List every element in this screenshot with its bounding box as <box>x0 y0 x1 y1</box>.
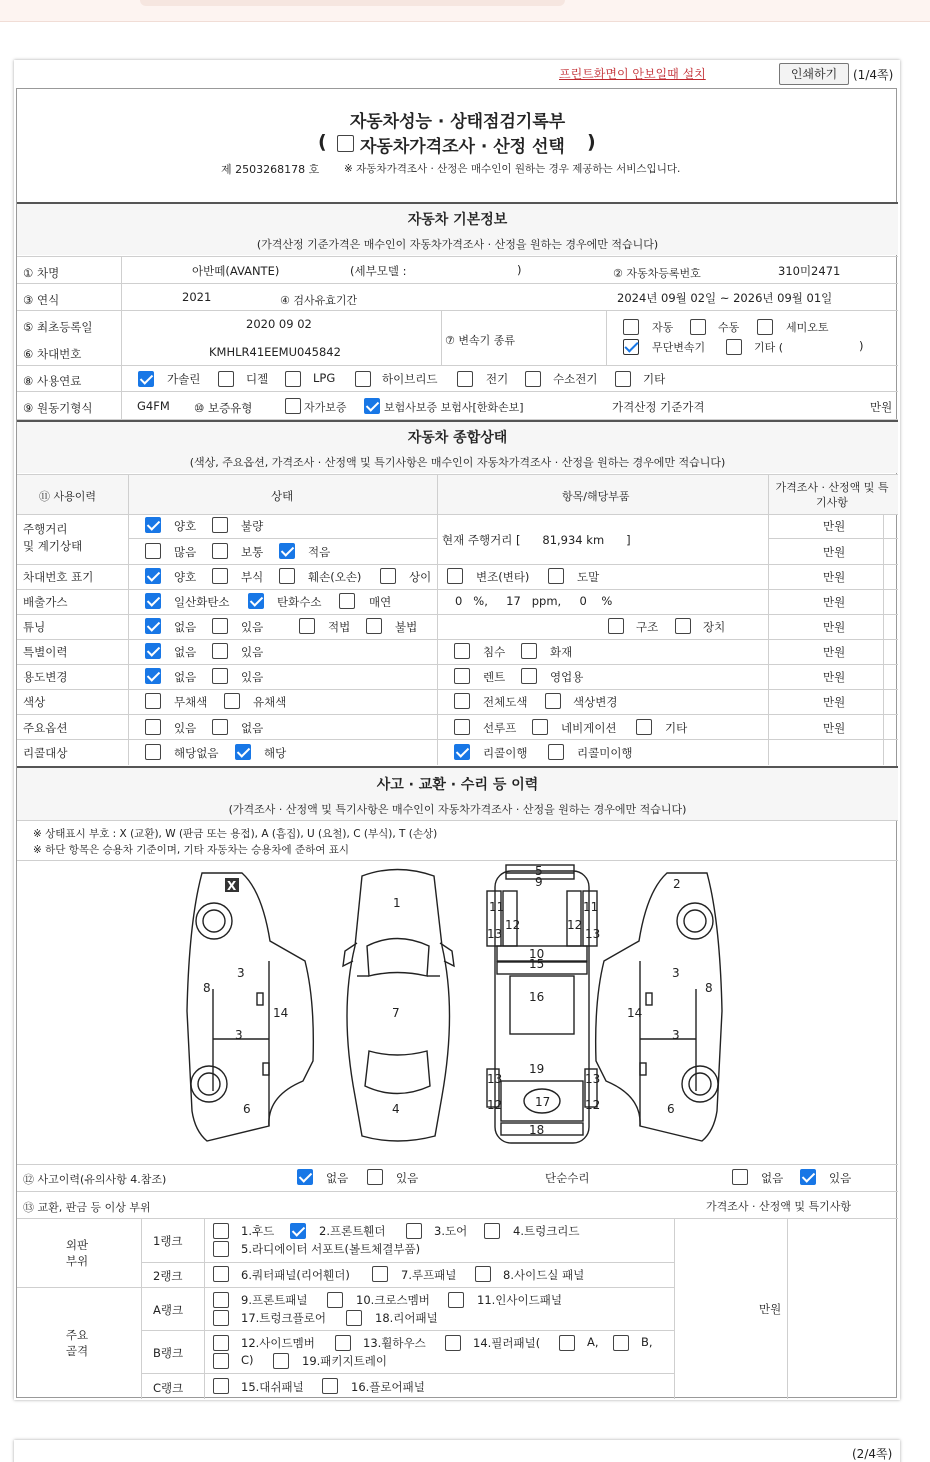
basic-heading: 자동차 기본정보 <box>407 212 508 228</box>
mark-8: 8 <box>203 981 211 995</box>
fuel-diesel-checkbox[interactable] <box>218 371 234 387</box>
part-16-checkbox[interactable] <box>322 1378 338 1394</box>
sunroof-checkbox[interactable] <box>454 719 470 735</box>
mark-11: 11 <box>489 900 505 914</box>
accident-heading: 사고 · 교환 · 수리 등 이력 <box>376 777 539 793</box>
print-button[interactable]: 인쇄하기 <box>779 63 849 85</box>
part-2-checkbox[interactable] <box>290 1223 306 1239</box>
svg-text:3: 3 <box>235 1028 243 1042</box>
trans-auto-checkbox[interactable] <box>623 319 639 335</box>
fuel-hydrogen-checkbox[interactable] <box>525 371 541 387</box>
model-value: 아반떼(AVANTE) <box>192 264 280 278</box>
special-none-checkbox[interactable] <box>145 643 161 659</box>
top-view <box>343 870 454 1142</box>
tuning-illegal-checkbox[interactable] <box>366 618 382 634</box>
tuning-structure-checkbox[interactable] <box>608 618 624 634</box>
mark-10: 10 <box>529 947 545 961</box>
part-5-checkbox[interactable] <box>213 1241 229 1257</box>
vin-damage-checkbox[interactable] <box>279 568 295 584</box>
trans-semi-checkbox[interactable] <box>757 319 773 335</box>
part-8-checkbox[interactable] <box>475 1266 491 1282</box>
vin-alter-checkbox[interactable] <box>447 568 463 584</box>
mark-9: 9 <box>535 875 543 889</box>
exhaust-hc-checkbox[interactable] <box>248 593 264 609</box>
vin-smear-checkbox[interactable] <box>548 568 564 584</box>
mark-16: 16 <box>529 990 545 1004</box>
mark-6: 6 <box>243 1102 251 1116</box>
part-7-checkbox[interactable] <box>372 1266 388 1282</box>
part-6-checkbox[interactable] <box>213 1266 229 1282</box>
vin-corrode-checkbox[interactable] <box>212 568 228 584</box>
svg-text:11: 11 <box>583 900 599 914</box>
mileage-label: 주행거리 및 계기상태 <box>23 522 83 553</box>
tuning-exist-checkbox[interactable] <box>212 618 228 634</box>
warranty-insurance-checkbox[interactable] <box>364 398 380 414</box>
outer-panel-label: 외판 부위 <box>65 1238 89 1268</box>
flood-checkbox[interactable] <box>454 643 470 659</box>
business-checkbox[interactable] <box>521 668 537 684</box>
pillar-b-checkbox[interactable] <box>613 1335 629 1351</box>
svg-text:14: 14 <box>627 1006 643 1020</box>
options-exist-checkbox[interactable] <box>145 719 161 735</box>
svg-text:12: 12 <box>487 1098 503 1112</box>
fuel-ev-checkbox[interactable] <box>457 371 473 387</box>
fuel-lpg-checkbox[interactable] <box>285 371 301 387</box>
frame-view <box>487 864 600 1143</box>
vin-value: KMHLR41EEMU045842 <box>209 345 341 359</box>
color-change-checkbox[interactable] <box>545 693 561 709</box>
part-19-checkbox[interactable] <box>273 1353 289 1369</box>
simple-repair-exist-checkbox[interactable] <box>800 1169 816 1185</box>
mileage-normal-checkbox[interactable] <box>212 543 228 559</box>
fuel-gasoline-checkbox[interactable] <box>138 371 154 387</box>
mark-13: 13 <box>487 927 503 941</box>
mark-18: 18 <box>529 1123 545 1137</box>
basic-note: (가격산정 기준가격은 매수인이 자동차가격조사 · 산정을 원하는 경우에만 적습니다) <box>256 238 659 251</box>
doc-subtitle: 자동차가격조사 · 산정 선택 <box>360 137 565 157</box>
mark-2: 2 <box>673 877 681 891</box>
frame-label: 주요 골격 <box>65 1328 89 1358</box>
svg-text:3: 3 <box>672 966 680 980</box>
legend-symbols: ※ 상태표시 부호 : X (교환), W (판금 또는 용접), A (흠집), U (요철), C (부식), T (손상) <box>33 828 438 840</box>
part-18-checkbox[interactable] <box>346 1310 362 1326</box>
full-paint-checkbox[interactable] <box>454 693 470 709</box>
first-reg-value: 2020 09 02 <box>246 317 312 331</box>
mark-12: 12 <box>505 918 521 932</box>
status-heading: 자동차 종합상태 <box>407 430 508 446</box>
mark-17: 17 <box>535 1095 551 1109</box>
mileage-value: 현재 주행거리 [ 81,934 km ] <box>442 533 631 547</box>
mark-14: 14 <box>273 1006 289 1020</box>
svg-text:3: 3 <box>672 1028 680 1042</box>
accident-none-checkbox[interactable] <box>297 1169 313 1185</box>
svg-text:13: 13 <box>585 927 601 941</box>
vin-good-checkbox[interactable] <box>145 568 161 584</box>
right-side-view <box>596 873 722 1141</box>
svg-text:8: 8 <box>705 981 713 995</box>
mark-19: 19 <box>529 1062 545 1076</box>
pillar-c-checkbox[interactable] <box>213 1353 229 1369</box>
exhaust-co-checkbox[interactable] <box>145 593 161 609</box>
recall-na-checkbox[interactable] <box>145 744 161 760</box>
mileage-many-checkbox[interactable] <box>145 543 161 559</box>
recall-done-checkbox[interactable] <box>454 744 470 760</box>
doc-title: 자동차성능 · 상태점검기록부 <box>349 112 566 132</box>
part-14-checkbox[interactable] <box>445 1335 461 1351</box>
svg-text:6: 6 <box>667 1102 675 1116</box>
doc-notice: ※ 자동차가격조사 · 산정은 매수인이 원하는 경우 제공하는 서비스입니다. <box>344 163 681 175</box>
fuel-hybrid-checkbox[interactable] <box>355 371 371 387</box>
part-17-checkbox[interactable] <box>213 1310 229 1326</box>
pillar-a-checkbox[interactable] <box>559 1335 575 1351</box>
part-3-checkbox[interactable] <box>406 1223 422 1239</box>
meter-bad-checkbox[interactable] <box>212 517 228 533</box>
top-bar <box>0 0 930 22</box>
mark-3: 3 <box>237 966 245 980</box>
usage-none-checkbox[interactable] <box>145 668 161 684</box>
svg-text:13: 13 <box>487 1072 503 1086</box>
achromatic-checkbox[interactable] <box>145 693 161 709</box>
part-15-checkbox[interactable] <box>213 1378 229 1394</box>
options-other-checkbox[interactable] <box>636 719 652 735</box>
navigation-checkbox[interactable] <box>532 719 548 735</box>
mileage-few-checkbox[interactable] <box>279 543 295 559</box>
tuning-device-checkbox[interactable] <box>675 618 691 634</box>
part-1-checkbox[interactable] <box>213 1223 229 1239</box>
trans-other-checkbox[interactable] <box>726 339 742 355</box>
page-indicator-2: (2/4쪽) <box>852 1447 893 1461</box>
inspect-period: 2024년 09월 02일 ~ 2026년 09월 01일 <box>617 291 833 305</box>
simple-repair-none-checkbox[interactable] <box>732 1169 748 1185</box>
legend-note: ※ 하단 항목은 승용차 기준이며, 기타 자동차는 승용차에 준하여 표시 <box>33 844 350 856</box>
tuning-legal-checkbox[interactable] <box>299 618 315 634</box>
svg-text:12: 12 <box>567 918 583 932</box>
fuel-other-checkbox[interactable] <box>615 371 631 387</box>
part-9-checkbox[interactable] <box>213 1292 229 1308</box>
svg-text:13: 13 <box>585 1072 601 1086</box>
exhaust-smoke-checkbox[interactable] <box>339 593 355 609</box>
mark-1: 1 <box>393 896 401 910</box>
page-indicator: (1/4쪽) <box>853 68 894 82</box>
trans-manual-checkbox[interactable] <box>690 319 706 335</box>
mark-7: 7 <box>392 1006 400 1020</box>
mark-15: 15 <box>529 957 545 971</box>
exhaust-values: 0 %, 17 ppm, 0 % <box>455 594 613 608</box>
accident-exist-checkbox[interactable] <box>367 1169 383 1185</box>
status-note: (색상, 주요옵션, 가격조사 · 산정액 및 특기사항은 매수인이 자동차가격조사 · 산정을 원하는 경우에만 적습니다) <box>189 456 726 469</box>
trans-cvt-checkbox[interactable] <box>623 339 639 355</box>
fire-checkbox[interactable] <box>521 643 537 659</box>
recall-applicable-checkbox[interactable] <box>235 744 251 760</box>
usage-exist-checkbox[interactable] <box>212 668 228 684</box>
part-13-checkbox[interactable] <box>335 1335 351 1351</box>
options-none-checkbox[interactable] <box>212 719 228 735</box>
mark-4: 4 <box>392 1102 400 1116</box>
svg-text:X: X <box>227 879 237 893</box>
vin-differ-checkbox[interactable] <box>380 568 396 584</box>
year-value: 2021 <box>182 290 212 304</box>
reg-number: 310미2471 <box>778 264 841 278</box>
mark-5: 5 <box>535 864 543 878</box>
page-sheet-2 <box>14 1440 900 1462</box>
svg-text:12: 12 <box>585 1098 601 1112</box>
chromatic-checkbox[interactable] <box>224 693 240 709</box>
engine-value: G4FM <box>137 399 170 413</box>
part-10-checkbox[interactable] <box>327 1292 343 1308</box>
accident-note: (가격조사 · 산정액 및 특기사항은 매수인이 자동차가격조사 · 산정을 원하는 경우에만 적습니다) <box>228 803 687 816</box>
left-side-view <box>187 873 313 1141</box>
part-4-checkbox[interactable] <box>484 1223 500 1239</box>
price-service-checkbox[interactable] <box>337 135 354 152</box>
recall-not-checkbox[interactable] <box>548 744 564 760</box>
doc-number: 제 2503268178 호 <box>221 163 320 176</box>
tuning-none-checkbox[interactable] <box>145 618 161 634</box>
print-help-link[interactable]: 프린트화면이 안보일때 설치 <box>559 67 706 81</box>
part-12-checkbox[interactable] <box>213 1335 229 1351</box>
part-11-checkbox[interactable] <box>448 1292 464 1308</box>
special-exist-checkbox[interactable] <box>212 643 228 659</box>
inspection-record: 자동차성능 · 상태점검기록부 ( 자동차가격조사 · 산정 선택 ) 제 2503268178 호 ※ 자동차가격조사 · 산정은 매수인이 원하는 경우 제공하는 서비스입니다. 자동차 기본정보 (가격산정 기준가격은 매수인이 자동차가격조사 · 산정을 원하는 경우에만 적습니다) ① 차명 아반떼(AVANTE) (세부모델 : ) ② 자동차등록번호 310미2471 ③ 연식 2021 ④ 검사유효기간 2024년 09월 02일 ~ 2026년 09월 01일 ⑤ 최초등록일 2020 09 02 ⑦ 변속기 종류 자동 수동 세미오토 무단변속기 기타 ( ) ⑥ 차대번호 KMHLR41EEMU045842 ⑧ 사용연료 가솔린 디젤 LPG 하이브리드 전기 수소전기 기타 ⑨ 원동기형식 G4FM ⑩ 보증유형 자가보증 보험사보증 보험사[한화손보] 가격산정 기준가격 만원 자동차 종합상태 (색상, 주요옵션, 가격조사 · 산정액 및 특기사항은 매수인이 자동차가격조사 · 산정을 원하는 경우에만 적습니다) ⑪ 사용이력 상태 항목/해당부품 가격조사 · 산정액 및 특기사항 주행거리 및 계기상태 양호 불량 많음 보통 적음 현재 주행거리 [ 81,934 km ] 만원 만원 차대번호 표기 양호 부식 훼손(오손) 상이 변조(변타) 도말 만원 배출가스 일산화탄소 탄화수소 매연 0 %, 17 ppm, 0 % 만원 튜닝 없음 있음 적법 불법 구조 장치 만원 특별이력 없음 있음 침수 화재 만원 용도변경 없음 있음 렌트 영업용 만원 색상 무채색 유채색 전체도색 색상변경 만원 주요옵션 있음 없음 선루프 네비게이션 기타 만원 리콜대상 해당없음 해당 리콜이행 리콜미이행 사고 · 교환 · 수리 등 이력 (가격조사 · 산정액 및 특기사항은 매수인이 자동차가격조사 · 산정을 원하는 경우에만 적습니다) ※ 상태표시 부호 : X (교환), W (판금 또는 용접), A (흠집), U (요철), C (부식), T (손상) ※ 하단 항목은 승용차 기준이며, 기타 자동차는 승용차에 준하여 표시 X 3 3 8 14 6 1 7 4 5 9 11 11 12 12 13 13 10 15 16 19 13 13 12 12 17 18 2 3 3 8 14 6 ⑫ 사고이력(유의사항 4.참조) 없음 있음 단순수리 없음 있음 ⑬ 교환, 판금 등 이상 부위 가격조사 · 산정액 및 특기사항 외판 부위 주요 골격 1랭크 2랭크 A랭크 B랭크 C랭크 만원 1.후드 2.프론트휀더 3.도어 4.트렁크리드 5.라디에이터 서포트(볼트체결부품) 6.쿼터패널(리어휀더) 7.루프패널 8.사이드실 패널 9.프론트패널 10.크로스멤버 11.인사이드패널 17.트렁크플로어 18.리어패널 12.사이드멤버 13.휠하우스 14.필러패널( A, B, C) 19.패키지트레이 15.대쉬패널 16.플로어패널 <box>16 88 897 1398</box>
car-diagram <box>17 861 898 1161</box>
rent-checkbox[interactable] <box>454 668 470 684</box>
warranty-self-checkbox[interactable] <box>285 398 301 414</box>
meter-good-checkbox[interactable] <box>145 517 161 533</box>
